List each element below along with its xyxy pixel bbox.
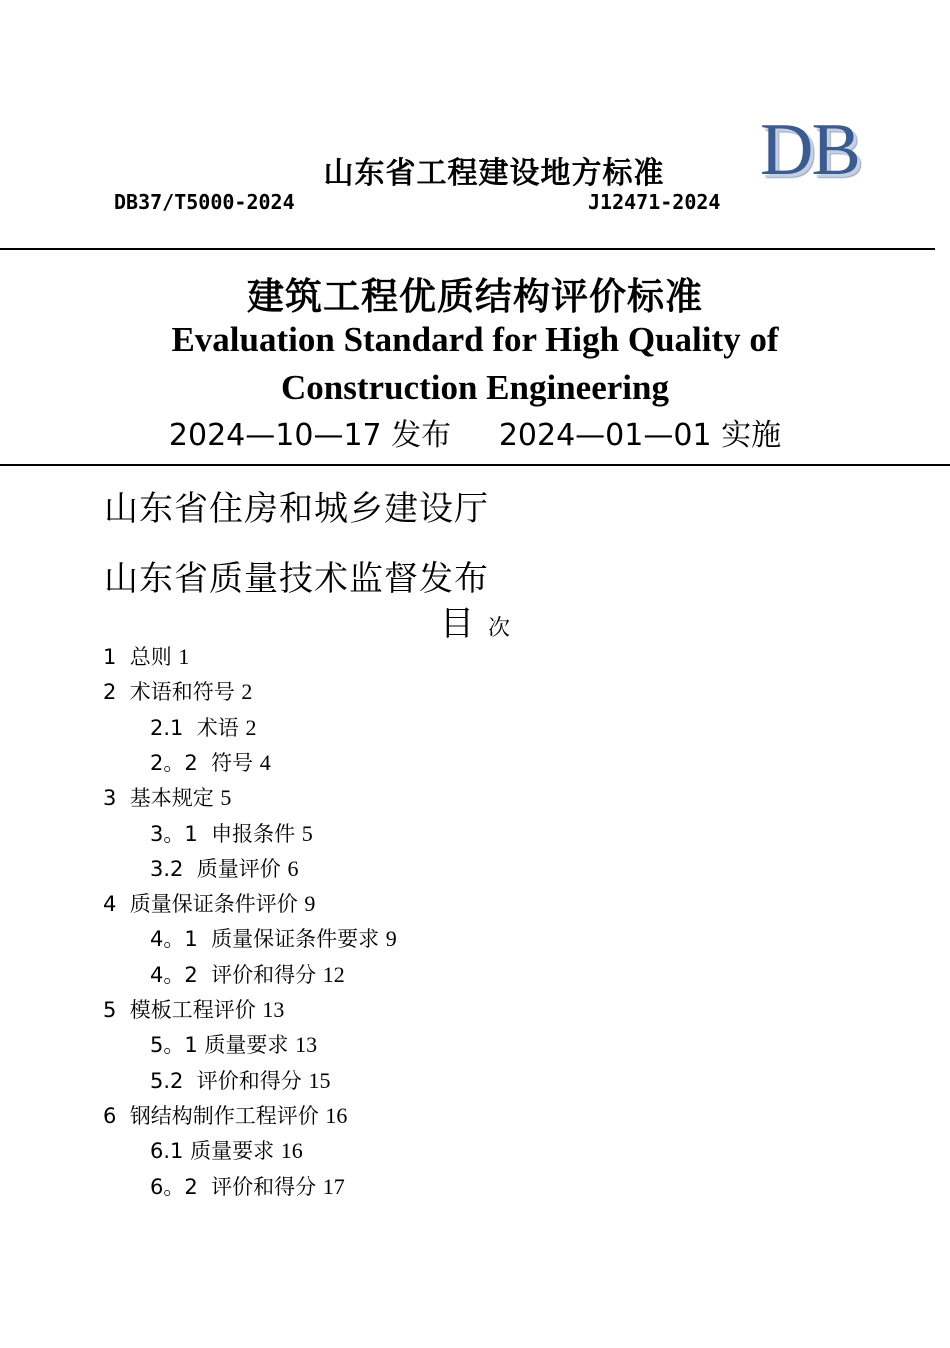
toc-entry[interactable] <box>103 643 189 671</box>
toc-entry-text: 2.1 术语 <box>150 715 239 740</box>
toc-entry-page: 17 <box>322 1173 345 1199</box>
toc-entry-page: 16 <box>325 1102 348 1128</box>
record-code: J12471-2024 <box>588 190 721 214</box>
bottom-divider <box>0 464 950 466</box>
toc-entry-page: 2 <box>241 679 253 705</box>
toc-entry-text: 3。1 申报条件 <box>150 821 296 846</box>
series-title: 山东省工程建设地方标准 <box>323 156 665 191</box>
toc-entry[interactable] <box>150 1173 345 1201</box>
toc-title <box>0 596 950 645</box>
toc-entry-page: 4 <box>259 749 271 775</box>
toc-entry-page: 5 <box>220 785 232 811</box>
toc-entry-text: 2。2 符号 <box>150 750 254 775</box>
toc-entry-text: 4。1 质量保证条件要求 <box>150 927 380 952</box>
title-zh: 建筑工程优质结构评价标准 <box>247 275 703 318</box>
issuer-2: 山东省质量技术监督发布 <box>104 559 489 599</box>
toc-entry-page: 13 <box>262 997 285 1022</box>
toc-entry-text: 5.2 评价和得分 <box>150 1068 302 1093</box>
toc-entry[interactable] <box>150 1067 330 1095</box>
toc-entry-page: 15 <box>308 1067 331 1093</box>
toc-entry-page: 13 <box>295 1032 318 1058</box>
toc-entry[interactable] <box>103 1102 347 1130</box>
toc-entry-page: 6 <box>287 855 299 881</box>
toc-entry[interactable] <box>103 678 252 706</box>
toc-entry[interactable] <box>150 714 256 742</box>
title-en-line1: Evaluation Standard for High Quality of <box>171 320 779 359</box>
toc-entry-text: 6。2 评价和得分 <box>150 1174 317 1199</box>
toc-entry-text: 3 基本规定 <box>103 786 214 811</box>
toc-entry-text: 2 术语和符号 <box>103 680 235 705</box>
toc-entry[interactable] <box>150 1031 317 1059</box>
title-en-line2: Construction Engineering <box>281 368 669 407</box>
toc-entry-text: 5 模板工程评价 <box>103 998 256 1022</box>
toc-entry-page: 16 <box>280 1138 303 1164</box>
toc-entry-text: 1 总则 <box>103 645 172 669</box>
toc-entry-text: 6.1 质量要求 <box>150 1139 275 1164</box>
toc-title-small: 次 <box>487 615 510 640</box>
top-divider <box>0 248 935 250</box>
toc-entry[interactable] <box>150 961 345 989</box>
toc-entry-text: 4。2 评价和得分 <box>150 962 317 987</box>
toc-entry-page: 12 <box>322 961 345 987</box>
toc-entry[interactable] <box>150 820 313 848</box>
publish-dates: 2024—10—17 发布 2024—01—01 实施 <box>168 418 782 453</box>
toc-entry-page: 5 <box>301 820 313 846</box>
toc-entry[interactable] <box>103 784 231 812</box>
standard-code: DB37/T5000-2024 <box>114 190 295 214</box>
issuer-1: 山东省住房和城乡建设厅 <box>104 489 489 529</box>
toc-entry-text: 5。1 质量要求 <box>150 1033 289 1058</box>
toc-title-big: 目 <box>439 606 474 643</box>
toc-entry[interactable] <box>103 890 315 918</box>
db-logo: DB <box>760 109 859 191</box>
toc-entry[interactable] <box>150 1137 303 1165</box>
toc-entry-page: 9 <box>304 891 316 917</box>
toc-entry-page: 2 <box>245 714 257 740</box>
toc-entry-text: 3.2 质量评价 <box>150 856 281 881</box>
toc-entry-page: 9 <box>385 926 397 952</box>
toc-entry[interactable] <box>150 925 397 953</box>
toc-entry-text: 6 钢结构制作工程评价 <box>103 1103 319 1128</box>
toc-entry-text: 4 质量保证条件评价 <box>103 892 298 917</box>
toc-entry[interactable] <box>103 996 284 1024</box>
toc-entry[interactable] <box>150 855 298 883</box>
toc-entry-page: 1 <box>178 644 190 669</box>
toc-entry[interactable] <box>150 749 271 777</box>
